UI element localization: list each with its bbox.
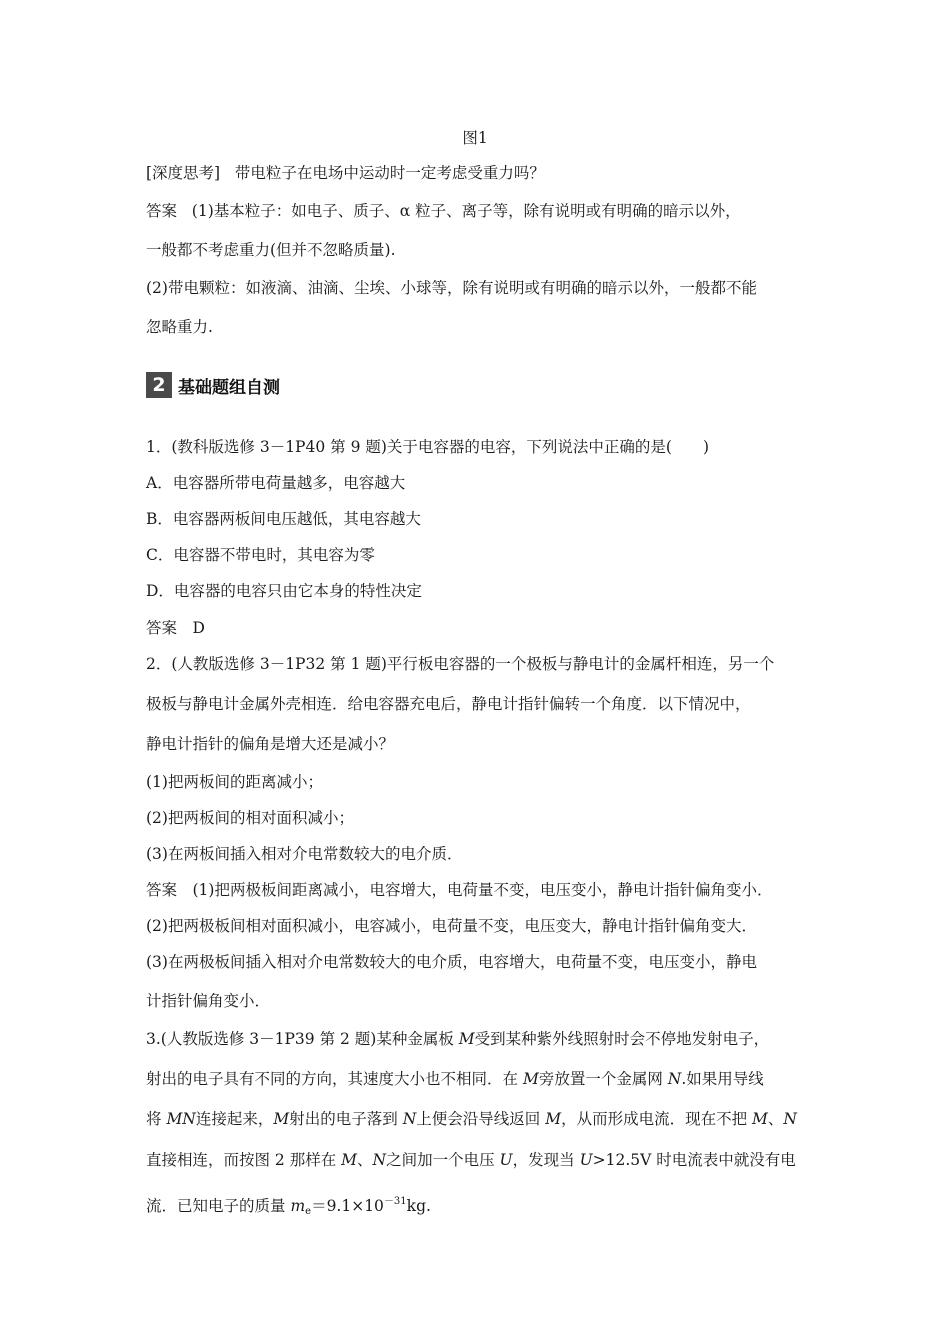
- subscript-e: e: [305, 1206, 312, 1217]
- q2-answer-line-3: (3)在两极板间插入相对介电常数较大的电介质，电容增大，电荷量不变，电压变小，静电: [146, 953, 757, 971]
- var-u: U: [499, 1151, 513, 1169]
- q3-text: >12.5V 时电流表中就没有电: [592, 1151, 796, 1169]
- q3-text: 、: [357, 1151, 373, 1169]
- var-m: M: [458, 1030, 475, 1048]
- q2-stem-line-3: 静电计指针的偏角是增大还是减小？: [146, 735, 395, 753]
- q3-line-4: [146, 1150, 796, 1170]
- section-title: 基础题组自测: [178, 377, 280, 398]
- q2-stem-line-2: 极板与静电计金属外壳相连．给电容器充电后，静电计指针偏转一个角度．以下情况中，: [146, 695, 751, 713]
- q3-text: 射出的电子落到: [289, 1110, 403, 1128]
- q2-item-3: (3)在两板间插入相对介电常数较大的电介质．: [146, 845, 463, 863]
- var-m: M: [341, 1151, 358, 1169]
- q2-answer-line-4: 计指针偏角变小．: [146, 992, 271, 1010]
- q3-text: 流．已知电子的质量: [146, 1197, 291, 1215]
- q3-text: 将: [146, 1110, 167, 1128]
- q1-option-c: C．电容器不带电时，其电容为零: [146, 546, 375, 564]
- q3-text: ＝9.1×10: [311, 1197, 384, 1215]
- deep-think-line: [146, 163, 545, 183]
- q3-line-1: [146, 1029, 769, 1049]
- var-m: M: [545, 1110, 562, 1128]
- q3-text: 旁放置一个金属网: [538, 1070, 668, 1088]
- section-heading: [146, 371, 280, 399]
- think-answer-text-1: (1)基本粒子：如电子、质子、α 粒子、离子等，除有说明或有明确的暗示以外，: [191, 202, 741, 220]
- think-answer-line-1: [146, 201, 741, 221]
- q3-text: 上便会沿导线返回: [416, 1110, 546, 1128]
- var-m: M: [522, 1070, 539, 1088]
- q3-text: kg.: [406, 1197, 431, 1215]
- q1-option-a: A．电容器所带电荷量越多，电容越大: [146, 474, 406, 492]
- var-n: N: [402, 1110, 417, 1128]
- deep-think-label: [深度思考]: [146, 164, 221, 182]
- q2-item-1: (1)把两板间的距离减小；: [146, 773, 323, 791]
- var-m: M: [273, 1110, 290, 1128]
- q3-text: ，发现当: [512, 1151, 580, 1169]
- q2-stem-line-1: 2．(人教版选修 3－1P32 第 1 题)平行板电容器的一个极板与静电计的金属杆相连，另一个: [146, 655, 775, 673]
- var-n: N: [783, 1110, 797, 1128]
- think-answer-line-3: (2)带电颗粒：如液滴、油滴、尘埃、小球等，除有说明或有明确的暗示以外，一般都不能: [146, 279, 757, 297]
- var-m: M: [752, 1110, 768, 1128]
- q3-text: 之间加一个电压: [386, 1151, 500, 1169]
- think-answer-line-2: 一般都不考虑重力(但并不忽略质量).: [146, 241, 396, 259]
- q3-text: 直接相连，而按图 2 那样在: [146, 1151, 342, 1169]
- var-m-mass: m: [290, 1197, 306, 1215]
- var-u: U: [579, 1151, 593, 1169]
- q2-answer-line-1: 答案 (1)把两极板间距离减小，电容增大，电荷量不变，电压变小，静电计指针偏角变小．: [146, 881, 773, 899]
- var-n: N: [372, 1151, 387, 1169]
- q1-option-d: D．电容器的电容只由它本身的特性决定: [146, 582, 422, 600]
- section-number-badge: 2: [146, 372, 172, 398]
- q3-line-5: [146, 1192, 431, 1222]
- q3-text: 受到某种紫外线照射时会不停地发射电子，: [474, 1030, 770, 1048]
- q1-answer: 答案 D: [146, 619, 205, 637]
- deep-think-question: 带电粒子在电场中运动时一定考虑受重力吗？: [234, 164, 545, 182]
- q2-item-2: (2)把两板间的相对面积减小；: [146, 809, 354, 827]
- q3-text: 3.(人教版选修 3－1P39 第 2 题)某种金属板: [146, 1030, 459, 1048]
- q3-text: 射出的电子具有不同的方向，其速度大小也不相同．在: [146, 1070, 523, 1088]
- q3-text: 、: [767, 1110, 784, 1128]
- q1-option-b: B．电容器两板间电压越低，其电容越大: [146, 510, 421, 528]
- exponent: －31: [383, 1196, 407, 1207]
- q1-stem: 1．(教科版选修 3－1P40 第 9 题)关于电容器的电容，下列说法中正确的是( ): [146, 438, 709, 456]
- think-answer-line-4: 忽略重力.: [146, 318, 213, 336]
- figure-caption: 图1: [462, 129, 488, 147]
- q3-text: 连接起来，: [195, 1110, 274, 1128]
- answer-label: 答案: [146, 202, 178, 220]
- q2-answer-line-2: (2)把两极板间相对面积减小，电容减小，电荷量不变，电压变大，静电计指针偏角变大．: [146, 917, 757, 935]
- q3-line-2: [146, 1069, 764, 1089]
- var-n: N: [667, 1070, 682, 1088]
- q3-text: ，从而形成电流．现在不把: [561, 1110, 753, 1128]
- q3-line-3: [146, 1109, 797, 1129]
- var-mn: MN: [166, 1110, 196, 1128]
- q3-text: .如果用导线: [681, 1070, 764, 1088]
